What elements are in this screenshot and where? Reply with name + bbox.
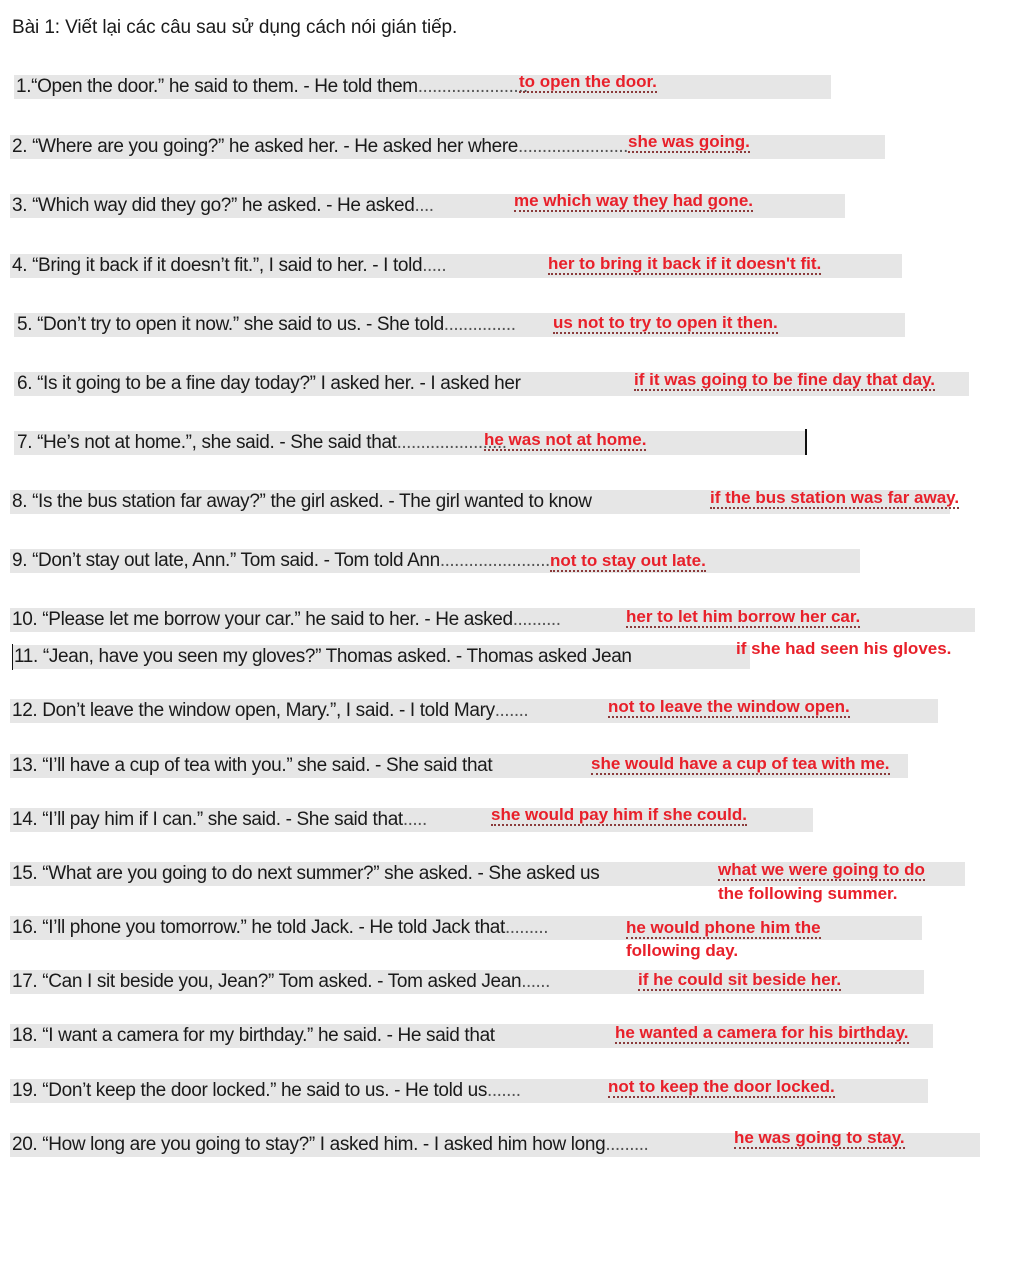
exercise-item-15: [0, 860, 1024, 903]
item-answer: what we were going to do: [718, 860, 925, 879]
item-question: 3. “Which way did they go?” he asked. - He asked....: [12, 195, 434, 216]
exercise-item-10: [0, 608, 1024, 632]
exercise-item-1: [0, 72, 1024, 99]
item-question: 11. “Jean, have you seen my gloves?” Thomas asked. - Thomas asked Jean: [14, 646, 632, 667]
item-question: 17. “Can I sit beside you, Jean?” Tom asked. - Tom asked Jean......: [12, 971, 550, 992]
item-answer: he wanted a camera for his birthday.: [615, 1023, 909, 1042]
exercise-item-20: [0, 1128, 1024, 1157]
exercise-item-18: [0, 1024, 1024, 1048]
exercise-item-8: [0, 490, 1024, 514]
item-question: 20. “How long are you going to stay?” I asked him. - I asked him how long.........: [12, 1134, 649, 1155]
item-answer: us not to try to open it then.: [553, 313, 778, 332]
item-answer: she would pay him if she could.: [491, 805, 747, 824]
item-answer-continued: the following summer.: [718, 884, 898, 903]
exercise-item-16: [0, 916, 1024, 960]
item-answer-continued: following day.: [626, 941, 739, 960]
item-question: 9. “Don’t stay out late, Ann.” Tom said. - Tom told Ann.......................: [12, 550, 550, 571]
item-question: 10. “Please let me borrow your car.” he said to her. - He asked..........: [12, 609, 561, 630]
item-question: 13. “I’ll have a cup of tea with you.” she said. - She said that: [12, 755, 493, 776]
exercise-item-2: [0, 132, 1024, 159]
item-question: 8. “Is the bus station far away?” the girl asked. - The girl wanted to know: [12, 491, 592, 512]
item-question: 1.“Open the door.” he said to them. - He told them.......................: [16, 76, 528, 97]
item-question: 14. “I’ll pay him if I can.” she said. - She said that.....: [12, 809, 427, 830]
item-question: 5. “Don’t try to open it now.” she said to us. - She told...............: [17, 314, 516, 335]
item-question: 18. “I want a camera for my birthday.” he said. - He said that: [12, 1025, 495, 1046]
item-answer: he would phone him the: [626, 918, 821, 937]
item-answer: if he could sit beside her.: [638, 970, 842, 989]
item-answer: he was not at home.: [484, 430, 647, 449]
item-question: 2. “Where are you going?” he asked her. - He asked her where.......................: [12, 136, 628, 157]
item-answer: if she had seen his gloves.: [736, 639, 952, 658]
exercise-item-19: [0, 1079, 1024, 1103]
exercise-title: Bài 1: Viết lại các câu sau sử dụng cách nói gián tiếp.: [12, 17, 458, 38]
text-cursor: [805, 429, 807, 455]
item-answer: he was going to stay.: [734, 1128, 905, 1147]
exercise-item-14: [0, 805, 1024, 832]
item-answer: her to let him borrow her car.: [626, 607, 861, 626]
exercise-item-9: [0, 549, 1024, 573]
item-answer: her to bring it back if it doesn't fit.: [548, 254, 822, 273]
exercise-item-12: [0, 699, 1024, 723]
exercise-item-7: [0, 431, 1024, 455]
item-answer: she would have a cup of tea with me.: [591, 754, 890, 773]
item-answer: not to leave the window open.: [608, 697, 850, 716]
item-question: 19. “Don’t keep the door locked.” he said to us. - He told us.......: [12, 1080, 521, 1101]
item-question: 15. “What are you going to do next summer?” she asked. - She asked us: [12, 863, 600, 884]
text-cursor: [12, 644, 13, 670]
exercise-item-13: [0, 754, 1024, 778]
item-answer: not to stay out late.: [550, 551, 706, 570]
exercise-item-6: [0, 372, 1024, 396]
exercise-item-17: [0, 970, 1024, 994]
item-question: 4. “Bring it back if it doesn’t fit.”, I said to her. - I told.....: [12, 255, 447, 276]
exercise-item-11: [0, 639, 1024, 669]
item-question: 12. Don’t leave the window open, Mary.”, I said. - I told Mary.......: [12, 700, 529, 721]
item-answer: to open the door.: [519, 72, 657, 91]
item-question: 7. “He’s not at home.”, she said. - She said that.......................: [17, 432, 507, 453]
item-answer: she was going.: [628, 132, 750, 151]
item-question: 16. “I’ll phone you tomorrow.” he told Jack. - He told Jack that.........: [12, 917, 548, 938]
exercise-item-5: [0, 313, 1024, 337]
item-answer: me which way they had gone.: [514, 191, 753, 210]
exercise-item-4: [0, 254, 1024, 278]
exercise-item-3: [0, 191, 1024, 218]
item-answer: not to keep the door locked.: [608, 1077, 835, 1096]
item-answer: if the bus station was far away.: [710, 488, 960, 507]
item-answer: if it was going to be fine day that day.: [634, 370, 935, 389]
item-question: 6. “Is it going to be a fine day today?” I asked her. - I asked her: [17, 373, 521, 394]
